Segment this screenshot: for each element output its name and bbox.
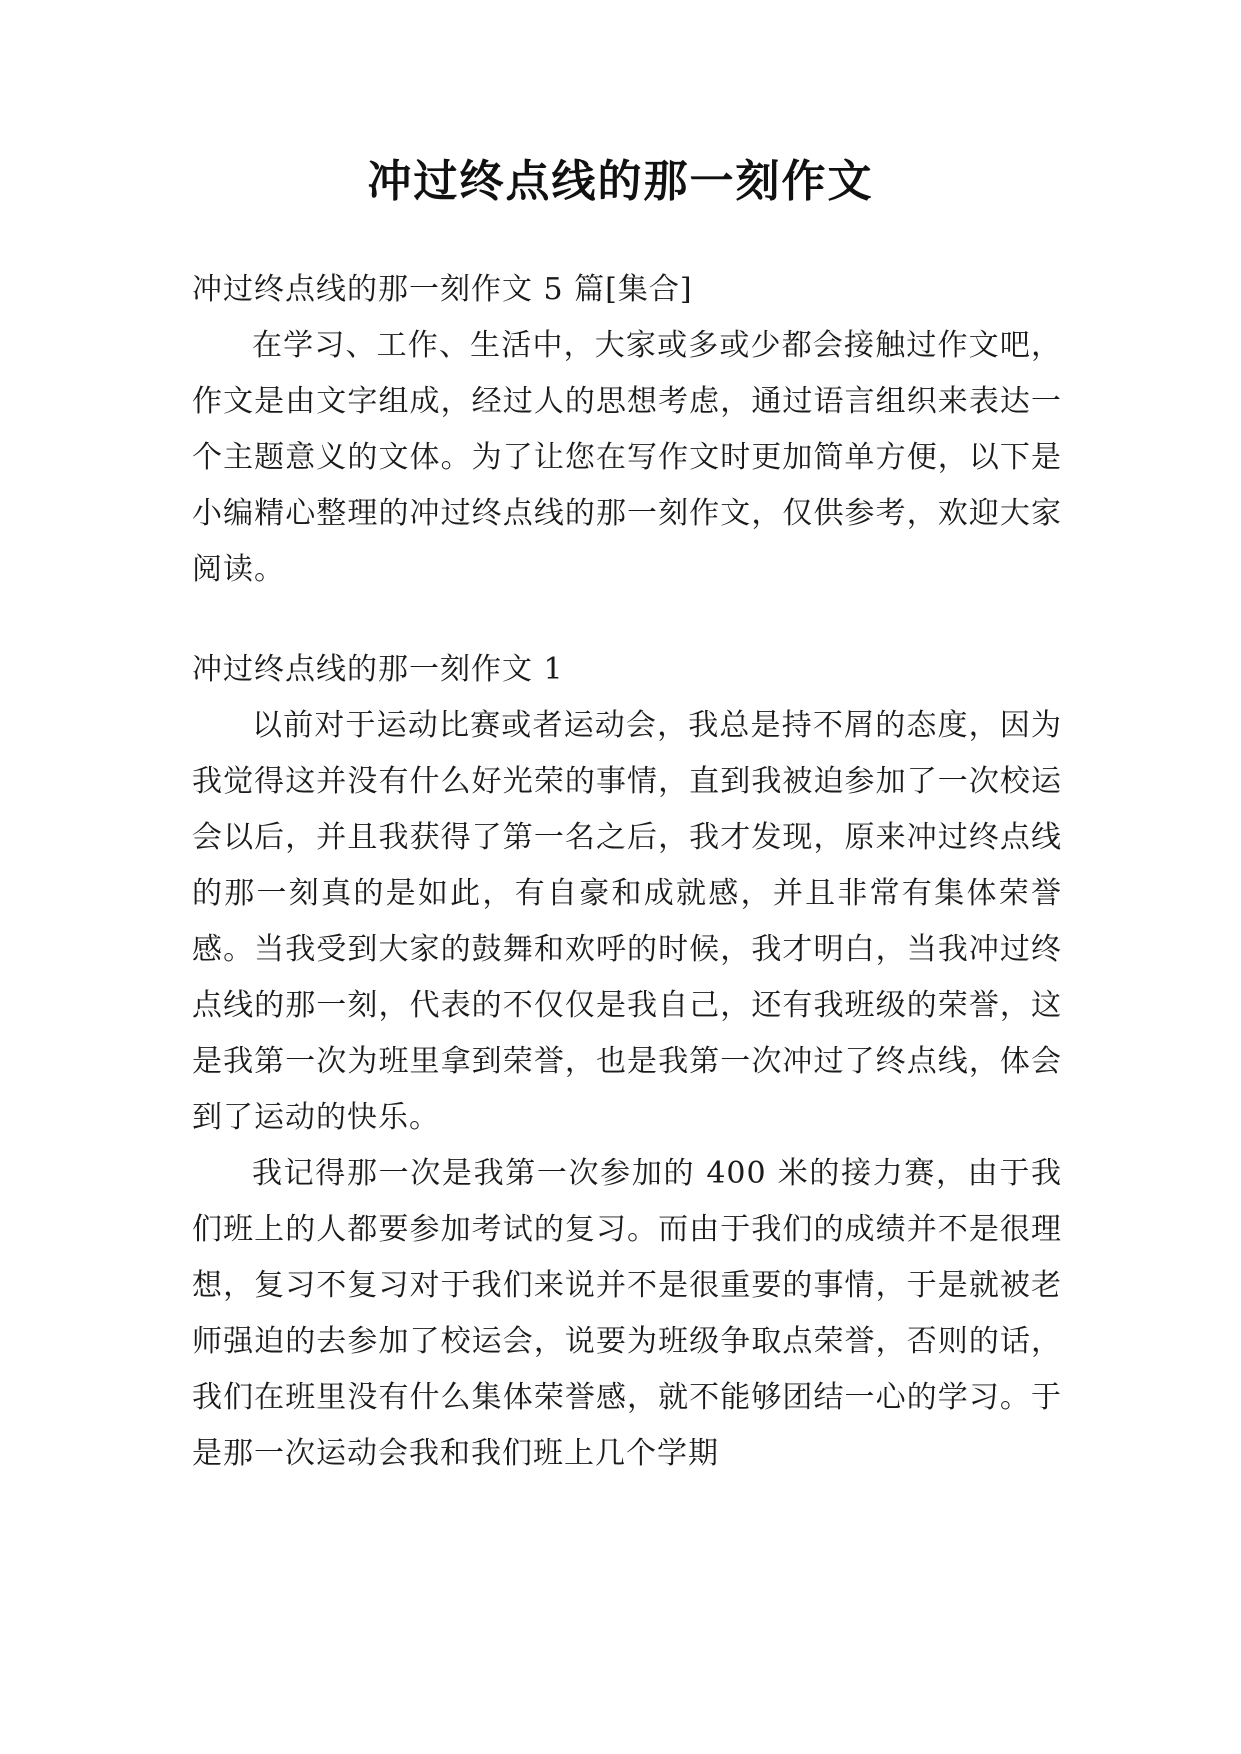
intro-paragraph: 在学习、工作、生活中，大家或多或少都会接触过作文吧，作文是由文字组成，经过人的思想考虑，通过语言组织来表达一个主题意义的文体。为了让您在写作文时更加简单方便，以下是小编精心整理的冲过终点线的那一刻作文，仅供参考，欢迎大家阅读。 <box>192 328 1062 587</box>
body-paragraph: 以前对于运动比赛或者运动会，我总是持不屑的态度，因为我觉得这并没有什么好光荣的事情，直到我被迫参加了一次校运会以后，并且我获得了第一名之后，我才发现，原来冲过终点线的那一刻真的是如此，有自豪和成就感，并且非常有集体荣誉感。当我受到大家的鼓舞和欢呼的时候，我才明白，当我冲过终点线的那一刻，代表的不仅仅是我自己，还有我班级的荣誉，这是我第一次为班里拿到荣誉，也是我第一次冲过了终点线，体会到了运动的快乐。 <box>192 708 1062 1135</box>
document-body <box>192 262 1062 1482</box>
document-title: 冲过终点线的那一刻作文 <box>367 156 874 207</box>
document-subtitle: 冲过终点线的那一刻作文 5 篇[集合] <box>192 272 693 307</box>
body-paragraph: 我记得那一次是我第一次参加的 400 米的接力赛，由于我们班上的人都要参加考试的复习。而由于我们的成绩并不是很理想，复习不复习对于我们来说并不是很重要的事情，于是就被老师强迫的去参加了校运会，说要为班级争取点荣誉，否则的话，我们在班里没有什么集体荣誉感，就不能够团结一心的学习。于是那一次运动会我和我们班上几个学期 <box>192 1156 1062 1471</box>
section-heading: 冲过终点线的那一刻作文 1 <box>192 652 564 687</box>
